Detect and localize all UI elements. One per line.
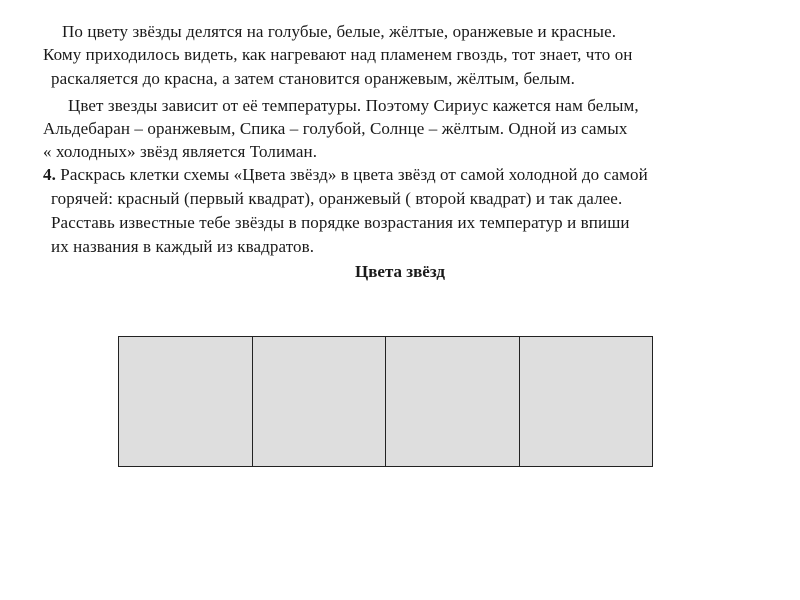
- paragraph-1-line-1: По цвету звёзды делятся на голубые, белые, жёлтые, оранжевые и красные.: [62, 22, 617, 41]
- task-number: 4.: [43, 165, 56, 184]
- task-line-1-text: Раскрась клетки схемы «Цвета звёзд» в цвета звёзд от самой холодной до самой: [55, 165, 648, 184]
- paragraph-1-line-3: раскаляется до красна, а затем становится оранжевым, жёлтым, белым.: [51, 69, 575, 88]
- task-line-1: [43, 164, 648, 186]
- paragraph-2-line-1: Цвет звезды зависит от её температуры. Поэтому Сириус кажется нам белым,: [68, 96, 639, 115]
- task-line-4: их названия в каждый из квадратов.: [51, 237, 315, 256]
- star-colors-scheme: [118, 336, 653, 467]
- scheme-title: Цвета звёзд: [355, 262, 445, 281]
- paragraph-2-line-3: « холодных» звёзд является Толиман.: [43, 142, 318, 161]
- paragraph-2-line-2: Альдебаран – оранжевым, Спика – голубой, Солнце – жёлтым. Одной из самых: [43, 119, 628, 138]
- color-square-1[interactable]: [119, 337, 253, 466]
- task-line-2: горячей: красный (первый квадрат), оранжевый ( второй квадрат) и так далее.: [51, 189, 623, 208]
- color-square-3[interactable]: [386, 337, 520, 466]
- paragraph-1-line-2: Кому приходилось видеть, как нагревают над пламенем гвоздь, тот знает, что он: [43, 45, 633, 64]
- task-line-3: Расставь известные тебе звёзды в порядке возрастания их температур и впиши: [51, 213, 630, 232]
- color-square-2[interactable]: [253, 337, 387, 466]
- color-square-4[interactable]: [520, 337, 653, 466]
